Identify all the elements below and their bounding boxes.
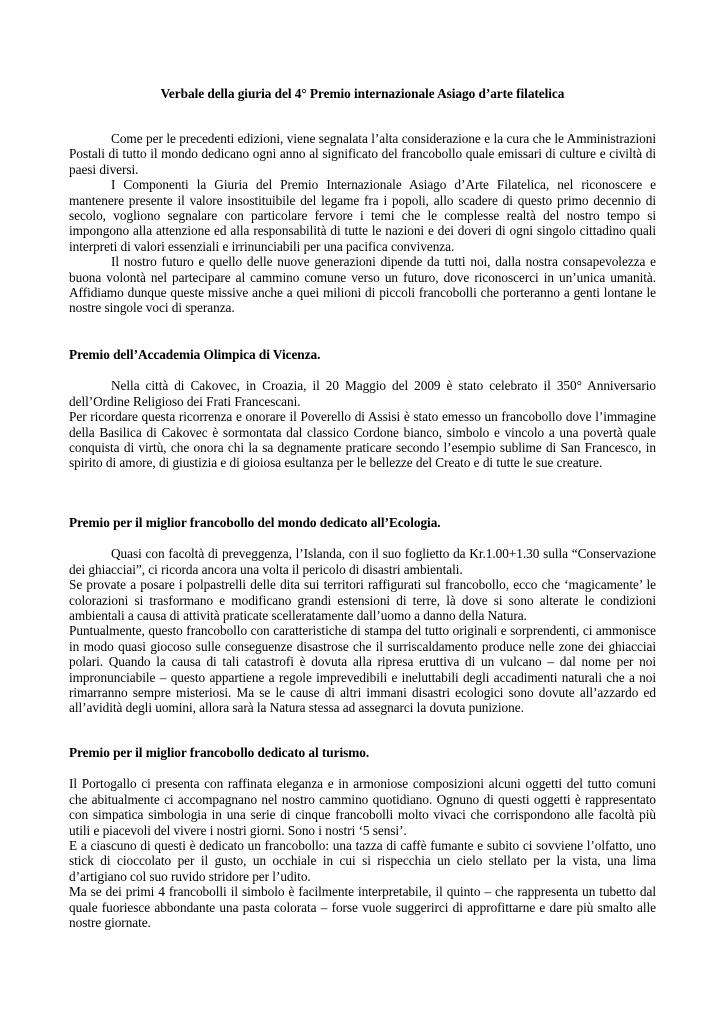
section-paragraph: Se provate a posare i polpastrelli delle dita sui territori raffigurati sul francobollo, ecco che ‘magicamente’ le colorazioni si trasformano e modificano grandi estensioni di terre, là dove si sono alterate le condizioni ambientali a causa di attività praticate scelleratamente dall’uomo a danno della Natura. — [69, 577, 656, 624]
intro-paragraph-2: I Componenti la Giuria del Premio Internazionale Asiago d’Arte Filatelica, nel riconoscere e mantenere presente il valore insostituibile del legame fra i popoli, allo scadere di questo primo decennio di secolo, vogliono segnalare con particolare fervore i temi che le complesse realtà del nostro tempo si impongono alla attenzione ed alla responsabilità di tutte le nazioni e dei doveri di ogni singolo cittadino quali interpreti di valori essenziali e irrinunciabili per una pacifica convivenza. — [69, 177, 656, 254]
section-heading: Premio per il miglior francobollo dedicato al turismo. — [69, 745, 370, 760]
section-ecologia — [69, 515, 656, 716]
section-paragraph: Nella città di Cakovec, in Croazia, il 20 Maggio del 2009 è stato celebrato il 350° Anniversario dell’Ordine Religioso dei Frati Francescani. — [69, 378, 656, 409]
section-heading: Premio dell’Accademia Olimpica di Vicenza. — [69, 347, 321, 362]
section-heading: Premio per il miglior francobollo del mondo dedicato all’Ecologia. — [69, 515, 441, 530]
document-title: Verbale della giuria del 4° Premio internazionale Asiago d’arte filatelica — [160, 86, 565, 101]
section-accademia-olimpica — [69, 347, 656, 471]
intro-paragraph-1: Come per le precedenti edizioni, viene segnalata l’alta considerazione e la cura che le Amministrazioni Postali di tutto il mondo dedicano ogni anno al significato del francobollo quale emissari di culture e civiltà di paesi diversi. — [69, 131, 656, 177]
section-paragraph: Il Portogallo ci presenta con raffinata eleganza e in armoniose composizioni alcuni oggetti del tutto comuni che abitualmente ci accompagnano nel nostro cammino quotidiano. Ognuno di questi oggetti è rappresentato con simpatica simbologia in una serie di cinque francobolli molto vivaci che corrispondono alle facoltà più utili e piacevoli del vivere i nostri giorni. Sono i nostri ‘5 sensi’. — [69, 776, 656, 838]
section-paragraph: Quasi con facoltà di preveggenza, l’Islanda, con il suo foglietto da Kr.1.00+1.30 sulla “Conservazione dei ghiacciai”, ci ricorda ancora una volta il pericolo di disastri ambientali. — [69, 546, 656, 577]
section-turismo — [69, 745, 656, 930]
section-paragraph: Per ricordare questa ricorrenza e onorare il Poverello di Assisi è stato emesso un francobollo dove l’immagine della Basilica di Cakovec è sormontata dal classico Cordone bianco, simbolo e vincolo a una povertà quale conquista di virtù, che onora chi la sa degnamente praticare secondo l’esempio sublime di San Francesco, in spirito di amore, di giustizia e di gioiosa esultanza per le bellezze del Creato e di tutte le sue creature. — [69, 409, 656, 471]
section-paragraph: Ma se dei primi 4 francobolli il simbolo è facilmente interpretabile, il quinto – che rappresenta un tubetto dal quale fuoriesce abbondante una pasta colorata – forse vuole suggerirci di approfittarne e dare più smalto alle nostre giornate. — [69, 884, 656, 931]
section-paragraph: E a ciascuno di questi è dedicato un francobollo: una tazza di caffè fumante e subito ci sovviene l’olfatto, uno stick di cioccolato per il gusto, un occhiale in cui si rispecchia un cielo stellato per la vista, una lima d’artigiano col suo ruvido stridore per l’udito. — [69, 838, 656, 884]
intro-paragraph-3: Il nostro futuro e quello delle nuove generazioni dipende da tutti noi, dalla nostra consapevolezza e buona volontà nel partecipare al cammino comune verso un futuro, dove riconoscerci in un’unica umanità. Affidiamo dunque queste missive anche a quei milioni di piccoli francobolli che porteranno a genti lontane le nostre singole voci di speranza. — [69, 254, 656, 316]
section-paragraph: Puntualmente, questo francobollo con caratteristiche di stampa del tutto originali e sorprendenti, ci ammonisce in modo quasi giocoso sulle conseguenze disastrose che il surriscaldamento produce nelle zone dei ghiacciai polari. Quando la causa di tali catastrofi è dovuta alla ripresa eruttiva di un vulcano – dal nome per noi impronunciabile – questo appartiene a regole imprevedibili e ineluttabili degli accadimenti naturali che a noi rimarranno sempre misteriosi. Ma se le cause di altri immani disastri ecologici sono dovute all’azzardo ed all’avidità degli uomini, allora sarà la Natura stessa ad assegnarci la dovuta punizione. — [69, 623, 656, 716]
intro-section — [69, 131, 656, 316]
